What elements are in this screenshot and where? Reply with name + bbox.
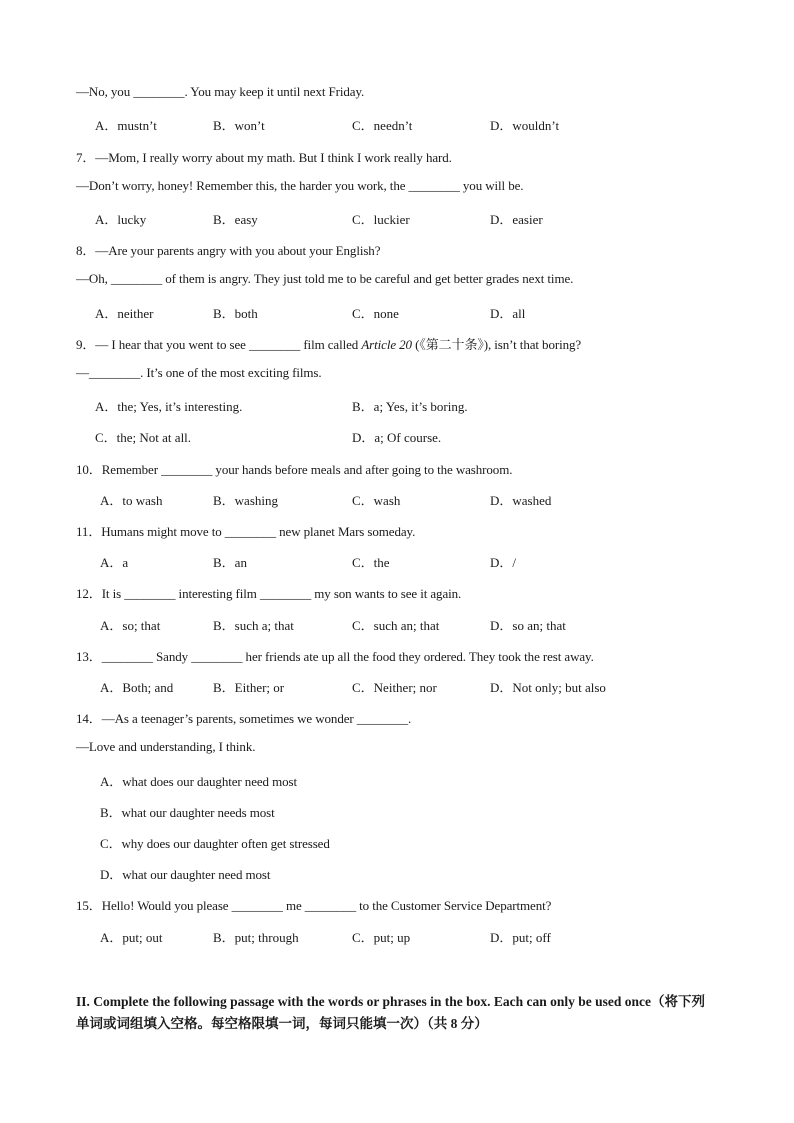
- q13-option-d: D．Not only; but also: [490, 680, 606, 695]
- q7-option-c: C．luckier: [352, 212, 410, 227]
- q12-option-a: A．so; that: [100, 618, 161, 633]
- q10-option-d: D．washed: [490, 493, 552, 508]
- q6-reply: —No, you ________. You may keep it until next Friday.: [76, 84, 365, 99]
- q8-options: [0, 303, 794, 321]
- q10-option-c: C．wash: [352, 493, 401, 508]
- q7-options: [0, 209, 794, 227]
- q10-question: 10．Remember ________ your hands before meals and after going to the washroom.: [76, 462, 513, 477]
- q10-options: [0, 490, 794, 508]
- q11-question: 11．Humans might move to ________ new planet Mars someday.: [76, 524, 416, 539]
- q9-option-a: A．the; Yes, it’s interesting.: [95, 399, 243, 414]
- q9-option-d: D．a; Of course.: [352, 430, 442, 445]
- q10-option-a: A．to wash: [100, 493, 163, 508]
- q10-option-b: B．washing: [213, 493, 279, 508]
- section-2-heading: II. Complete the following passage with the words or phrases in the box. Each can only be used once（将下列单词或词组填入空格。每空格限填一词，每词只能填一次）（共 8 分）: [76, 994, 706, 1031]
- q15-options: [0, 927, 794, 945]
- q7-option-d: D．easier: [490, 212, 543, 227]
- q8-option-b: B．both: [213, 306, 258, 321]
- q9-option-b: B．a; Yes, it’s boring.: [352, 399, 468, 414]
- q6-option-c: C．needn’t: [352, 118, 413, 133]
- q12-question: 12．It is ________ interesting film ________ my son wants to see it again.: [76, 586, 462, 601]
- q9-options-row1: [0, 396, 794, 414]
- q11-options: [0, 552, 794, 570]
- q15-question: 15．Hello! Would you please ________ me ________ to the Customer Service Department?: [76, 898, 552, 913]
- q9-options-row2: [0, 427, 794, 445]
- q13-option-b: B．Either; or: [213, 680, 285, 695]
- q6-option-b: B．won’t: [213, 118, 265, 133]
- q12-options: [0, 615, 794, 633]
- q12-option-b: B．such a; that: [213, 618, 294, 633]
- q9-question: [76, 334, 581, 353]
- q11-option-a: A．a: [100, 555, 129, 570]
- q15-option-c: C．put; up: [352, 930, 411, 945]
- q9-question-start: 9．— I hear that you went to see ________ film called: [76, 337, 362, 352]
- q14-question: 14．—As a teenager’s parents, sometimes we wonder ________.: [76, 711, 412, 726]
- q15-option-d: D．put; off: [490, 930, 551, 945]
- q14-option-b: B．what our daughter needs most: [100, 805, 275, 820]
- q8-option-d: D．all: [490, 306, 526, 321]
- q7-option-a: A．lucky: [95, 212, 147, 227]
- q14-option-d: D．what our daughter need most: [100, 867, 271, 882]
- q11-option-c: C．the: [352, 555, 390, 570]
- q14-option-a: A．what does our daughter need most: [100, 774, 297, 789]
- q9-option-c: C．the; Not at all.: [95, 430, 192, 445]
- q15-option-b: B．put; through: [213, 930, 299, 945]
- q11-option-d: D．/: [490, 555, 517, 570]
- q13-question: 13．________ Sandy ________ her friends ate up all the food they ordered. They took the rest away.: [76, 649, 594, 664]
- q14-reply: —Love and understanding, I think.: [76, 739, 256, 754]
- q13-option-c: C．Neither; nor: [352, 680, 437, 695]
- q7-reply: —Don’t worry, honey! Remember this, the harder you work, the ________ you will be.: [76, 178, 524, 193]
- q8-option-a: A．neither: [95, 306, 154, 321]
- q15-option-a: A．put; out: [100, 930, 163, 945]
- q6-option-a: A．mustn’t: [95, 118, 157, 133]
- q6-option-d: D．wouldn’t: [490, 118, 560, 133]
- q7-option-b: B．easy: [213, 212, 258, 227]
- q9-reply: —________. It’s one of the most exciting films.: [76, 365, 322, 380]
- q9-question-end: (《第二十条》), isn’t that boring?: [411, 337, 582, 352]
- q8-question: 8．—Are your parents angry with you about your English?: [76, 243, 381, 258]
- q13-option-a: A．Both; and: [100, 680, 174, 695]
- q12-option-d: D．so an; that: [490, 618, 566, 633]
- q13-options: [0, 677, 794, 695]
- q8-reply: —Oh, ________ of them is angry. They just told me to be careful and get better grades next time.: [76, 271, 574, 286]
- q6-options: [0, 115, 794, 133]
- q14-option-c: C．why does our daughter often get stressed: [100, 836, 330, 851]
- q12-option-c: C．such an; that: [352, 618, 440, 633]
- q9-film-title: Article 20: [361, 337, 412, 352]
- q8-option-c: C．none: [352, 306, 399, 321]
- q11-option-b: B．an: [213, 555, 247, 570]
- q7-question: 7．—Mom, I really worry about my math. But I think I work really hard.: [76, 150, 452, 165]
